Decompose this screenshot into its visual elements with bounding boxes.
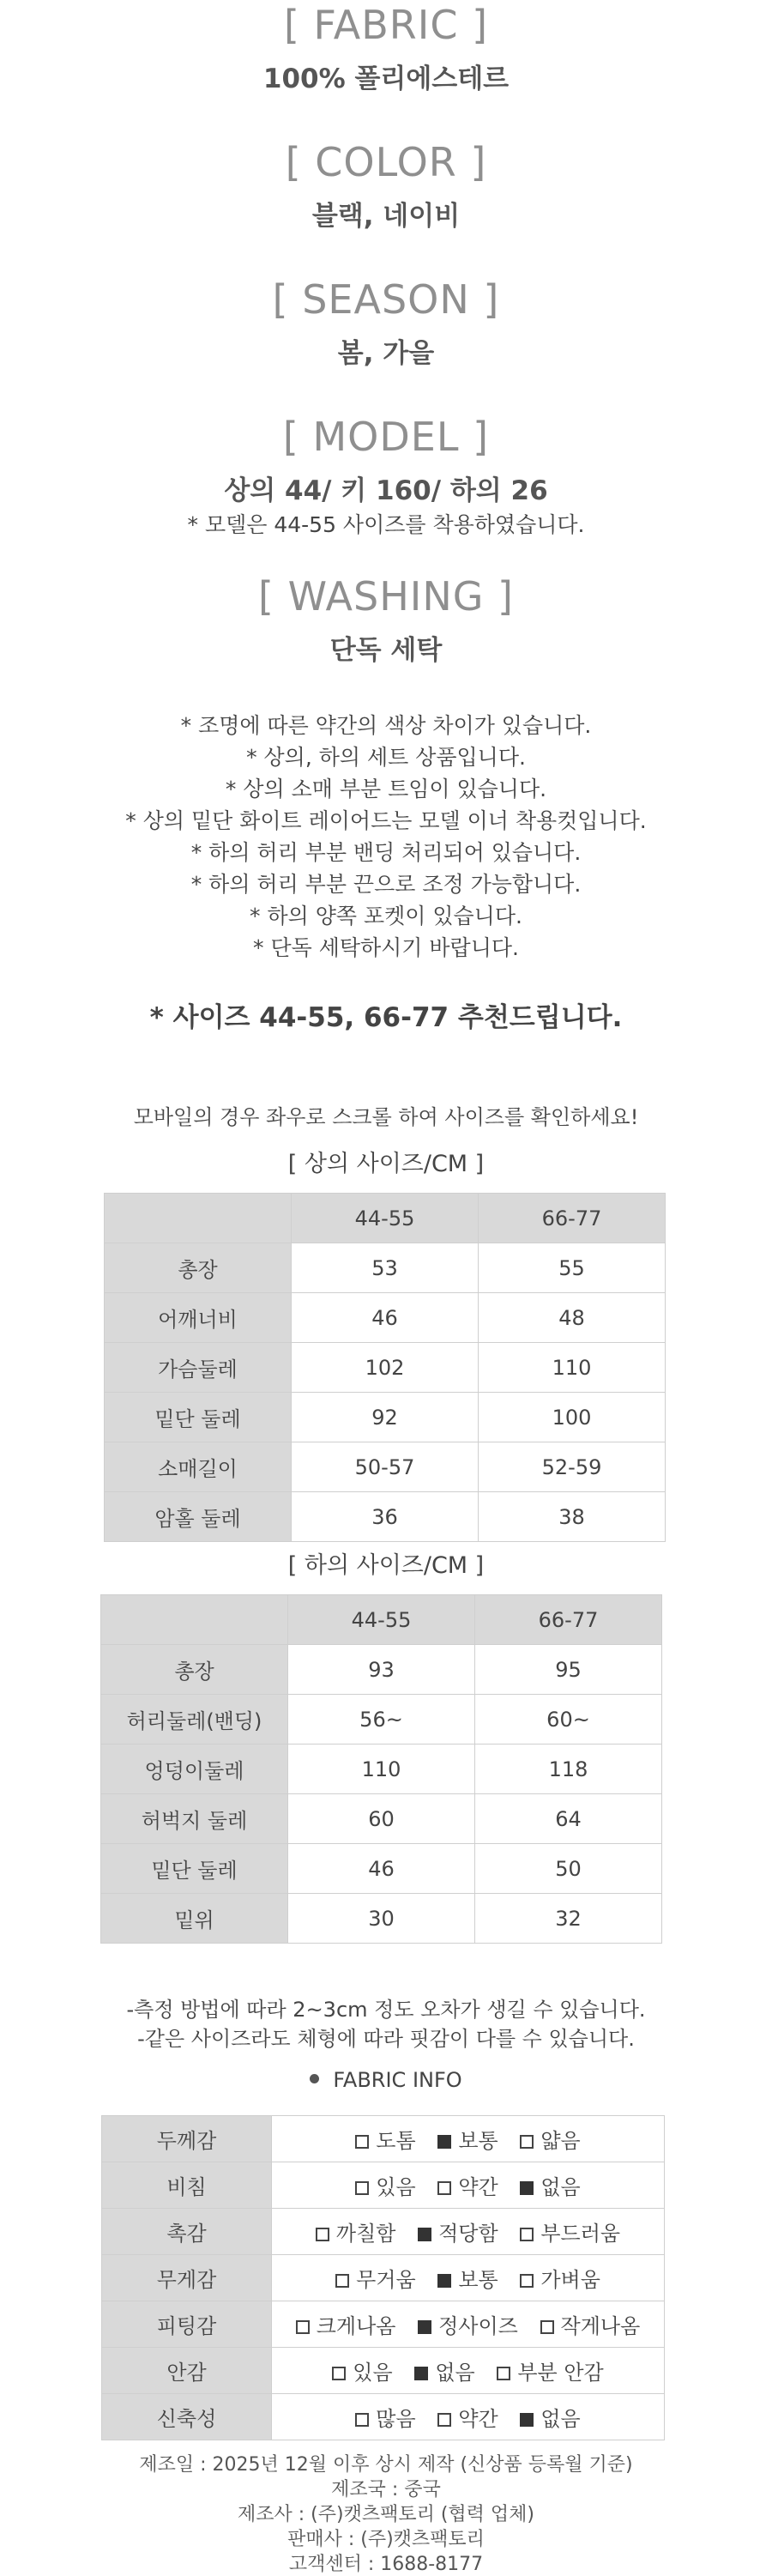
option-label: 많음 xyxy=(376,2407,416,2431)
checkbox-icon xyxy=(296,2320,310,2334)
option-label: 적당함 xyxy=(438,2222,498,2246)
table-cell: 93 xyxy=(288,1645,475,1695)
table-header-cell: 44-55 xyxy=(288,1595,475,1645)
table-cell: 110 xyxy=(479,1343,666,1393)
option-label: 무거움 xyxy=(356,2268,416,2292)
fabric-info-label: 안감 xyxy=(102,2348,272,2394)
table-cell: 30 xyxy=(288,1894,475,1944)
row-label: 암홀 둘레 xyxy=(105,1492,292,1542)
table-cell: 92 xyxy=(292,1393,479,1442)
table-cell: 60 xyxy=(288,1794,475,1844)
table-cell: 56~ xyxy=(288,1695,475,1745)
measure-note: -같은 사이즈라도 체형에 따라 핏감이 다를 수 있습니다. xyxy=(137,2027,635,2051)
table-cell: 48 xyxy=(479,1293,666,1343)
fabric-info-options xyxy=(272,2162,665,2209)
model-note: * 모델은 44-55 사이즈를 착용하였습니다. xyxy=(187,512,585,537)
note-line: * 조명에 따른 약간의 색상 차이가 있습니다. xyxy=(180,713,592,738)
checkbox-icon xyxy=(497,2367,510,2380)
table-row xyxy=(101,1745,662,1794)
fabric-info-options xyxy=(272,2209,665,2255)
table-cell: 102 xyxy=(292,1343,479,1393)
option-label: 부분 안감 xyxy=(517,2361,604,2385)
table-cell: 95 xyxy=(475,1645,662,1695)
checkbox-checked-icon xyxy=(418,2228,431,2241)
checkbox-icon xyxy=(355,2135,369,2149)
table-cell: 32 xyxy=(475,1894,662,1944)
fabric-info-label: 두께감 xyxy=(102,2116,272,2162)
note-line: * 하의 허리 부분 밴딩 처리되어 있습니다. xyxy=(190,840,582,865)
checkbox-checked-icon xyxy=(437,2135,451,2149)
table-cell: 55 xyxy=(479,1243,666,1293)
checkbox-checked-icon xyxy=(414,2367,428,2380)
fabric-info-row xyxy=(102,2209,665,2255)
row-label: 소매길이 xyxy=(105,1442,292,1492)
option-label: 얇음 xyxy=(540,2129,581,2153)
option-label: 크게나옴 xyxy=(316,2314,396,2338)
table-cell: 50-57 xyxy=(292,1442,479,1492)
footer-line: 고객센터 : 1688-8177 xyxy=(288,2554,484,2575)
fabric-info-options xyxy=(272,2301,665,2348)
fabric-info-row xyxy=(102,2255,665,2301)
table-header-row xyxy=(101,1595,662,1645)
row-label: 밑단 둘레 xyxy=(101,1844,288,1894)
table-row xyxy=(105,1442,666,1492)
bottom-size-table xyxy=(100,1594,662,1944)
fabric-info-label: 피팅감 xyxy=(102,2301,272,2348)
footer-line: 제조국 : 중국 xyxy=(331,2479,441,2500)
note-line: * 상의, 하의 세트 상품입니다. xyxy=(246,745,526,770)
fabric-info-options xyxy=(272,2255,665,2301)
fabric-info-label: 신축성 xyxy=(102,2394,272,2440)
fabric-info-table xyxy=(101,2115,665,2440)
checkbox-checked-icon xyxy=(520,2413,534,2427)
fabric-info-options xyxy=(272,2394,665,2440)
fabric-info-options xyxy=(272,2116,665,2162)
table-cell: 60~ xyxy=(475,1695,662,1745)
table-header-row xyxy=(105,1194,666,1243)
washing-title: [ WASHING ] xyxy=(258,573,514,620)
option-label: 없음 xyxy=(540,2407,581,2431)
size-recommendation: * 사이즈 44-55, 66-77 추천드립니다. xyxy=(149,1002,623,1033)
checkbox-icon xyxy=(540,2320,554,2334)
color-title: [ COLOR ] xyxy=(285,139,487,185)
option-label: 부드러움 xyxy=(540,2222,621,2246)
table-row xyxy=(105,1492,666,1542)
season-title: [ SEASON ] xyxy=(272,276,500,323)
table-row xyxy=(105,1293,666,1343)
fabric-value: 100% 폴리에스테르 xyxy=(262,63,510,94)
table-row xyxy=(101,1645,662,1695)
fabric-info-row xyxy=(102,2301,665,2348)
table-row xyxy=(101,1794,662,1844)
table-cell: 50 xyxy=(475,1844,662,1894)
bullet-icon xyxy=(310,2074,319,2083)
season-value: 봄, 가을 xyxy=(337,338,435,369)
note-line: * 상의 밑단 화이트 레이어드는 모델 이너 착용컷입니다. xyxy=(125,808,647,833)
table-header-cell: 66-77 xyxy=(479,1194,666,1243)
color-value: 블랙, 네이비 xyxy=(311,201,461,232)
bottom-size-table-title: [ 하의 사이즈/CM ] xyxy=(287,1552,485,1579)
table-cell: 36 xyxy=(292,1492,479,1542)
checkbox-icon xyxy=(335,2274,349,2288)
fabric-info-options xyxy=(272,2348,665,2394)
row-label: 총장 xyxy=(101,1645,288,1695)
table-cell: 38 xyxy=(479,1492,666,1542)
fabric-info-label: 비침 xyxy=(102,2162,272,2209)
checkbox-icon xyxy=(437,2181,451,2195)
checkbox-checked-icon xyxy=(437,2274,451,2288)
row-label: 엉덩이둘레 xyxy=(101,1745,288,1794)
checkbox-icon xyxy=(520,2274,534,2288)
option-label: 까칠함 xyxy=(335,2222,396,2246)
table-cell: 53 xyxy=(292,1243,479,1293)
table-header-cell: 66-77 xyxy=(475,1595,662,1645)
model-value: 상의 44/ 키 160/ 하의 26 xyxy=(224,475,548,506)
option-label: 보통 xyxy=(458,2129,498,2153)
option-label: 도톰 xyxy=(376,2129,416,2153)
row-label: 밑단 둘레 xyxy=(105,1393,292,1442)
table-cell: 100 xyxy=(479,1393,666,1442)
measure-note: -측정 방법에 따라 2~3cm 정도 오차가 생길 수 있습니다. xyxy=(126,1998,646,2022)
row-label: 어깨너비 xyxy=(105,1293,292,1343)
fabric-info-label: 촉감 xyxy=(102,2209,272,2255)
table-row xyxy=(101,1894,662,1944)
fabric-info-row xyxy=(102,2162,665,2209)
row-label: 밑위 xyxy=(101,1894,288,1944)
checkbox-icon xyxy=(332,2367,346,2380)
checkbox-icon xyxy=(437,2413,451,2427)
fabric-info-row xyxy=(102,2394,665,2440)
fabric-info-label: 무게감 xyxy=(102,2255,272,2301)
table-cell: 64 xyxy=(475,1794,662,1844)
option-label: 정사이즈 xyxy=(438,2314,518,2338)
table-header-cell xyxy=(101,1595,288,1645)
table-row xyxy=(105,1343,666,1393)
table-row xyxy=(105,1393,666,1442)
row-label: 총장 xyxy=(105,1243,292,1293)
table-cell: 110 xyxy=(288,1745,475,1794)
fabric-info-row xyxy=(102,2348,665,2394)
table-cell: 52-59 xyxy=(479,1442,666,1492)
row-label: 허벅지 둘레 xyxy=(101,1794,288,1844)
mobile-scroll-hint: 모바일의 경우 좌우로 스크롤 하여 사이즈를 확인하세요! xyxy=(133,1105,639,1129)
top-size-table xyxy=(104,1193,666,1542)
table-cell: 118 xyxy=(475,1745,662,1794)
footer-line: 판매사 : (주)캣츠팩토리 xyxy=(287,2529,485,2550)
option-label: 약간 xyxy=(458,2407,498,2431)
footer-line: 제조일 : 2025년 12월 이후 상시 제작 (신상품 등록월 기준) xyxy=(139,2454,633,2476)
table-row xyxy=(101,1844,662,1894)
table-header-cell xyxy=(105,1194,292,1243)
option-label: 없음 xyxy=(540,2175,581,2199)
option-label: 약간 xyxy=(458,2175,498,2199)
note-line: * 하의 허리 부분 끈으로 조정 가능합니다. xyxy=(190,872,582,897)
row-label: 허리둘레(밴딩) xyxy=(101,1695,288,1745)
checkbox-checked-icon xyxy=(418,2320,431,2334)
fabric-title: [ FABRIC ] xyxy=(283,2,489,48)
note-line: * 단독 세탁하시기 바랍니다. xyxy=(253,935,519,960)
top-size-table-title: [ 상의 사이즈/CM ] xyxy=(287,1151,485,1177)
table-row xyxy=(105,1243,666,1293)
model-title: [ MODEL ] xyxy=(282,414,490,460)
option-label: 있음 xyxy=(376,2175,416,2199)
checkbox-icon xyxy=(316,2228,329,2241)
option-label: 없음 xyxy=(435,2361,475,2385)
table-cell: 46 xyxy=(288,1844,475,1894)
option-label: 작게나옴 xyxy=(560,2314,641,2338)
row-label: 가슴둘레 xyxy=(105,1343,292,1393)
note-line: * 하의 양쪽 포켓이 있습니다. xyxy=(250,904,522,928)
washing-value: 단독 세탁 xyxy=(329,635,443,666)
checkbox-icon xyxy=(520,2135,534,2149)
checkbox-checked-icon xyxy=(520,2181,534,2195)
footer-line: 제조사 : (주)캣츠팩토리 (협력 업체) xyxy=(238,2504,534,2525)
fabric-info-heading xyxy=(0,2068,772,2092)
fabric-info-row xyxy=(102,2116,665,2162)
checkbox-icon xyxy=(355,2413,369,2427)
table-cell: 46 xyxy=(292,1293,479,1343)
checkbox-icon xyxy=(520,2228,534,2241)
option-label: 가벼움 xyxy=(540,2268,600,2292)
note-line: * 상의 소매 부분 트임이 있습니다. xyxy=(225,777,547,801)
checkbox-icon xyxy=(355,2181,369,2195)
option-label: 보통 xyxy=(458,2268,498,2292)
table-header-cell: 44-55 xyxy=(292,1194,479,1243)
option-label: 있음 xyxy=(353,2361,393,2385)
fabric-info-title: FABRIC INFO xyxy=(333,2068,462,2092)
table-row xyxy=(101,1695,662,1745)
